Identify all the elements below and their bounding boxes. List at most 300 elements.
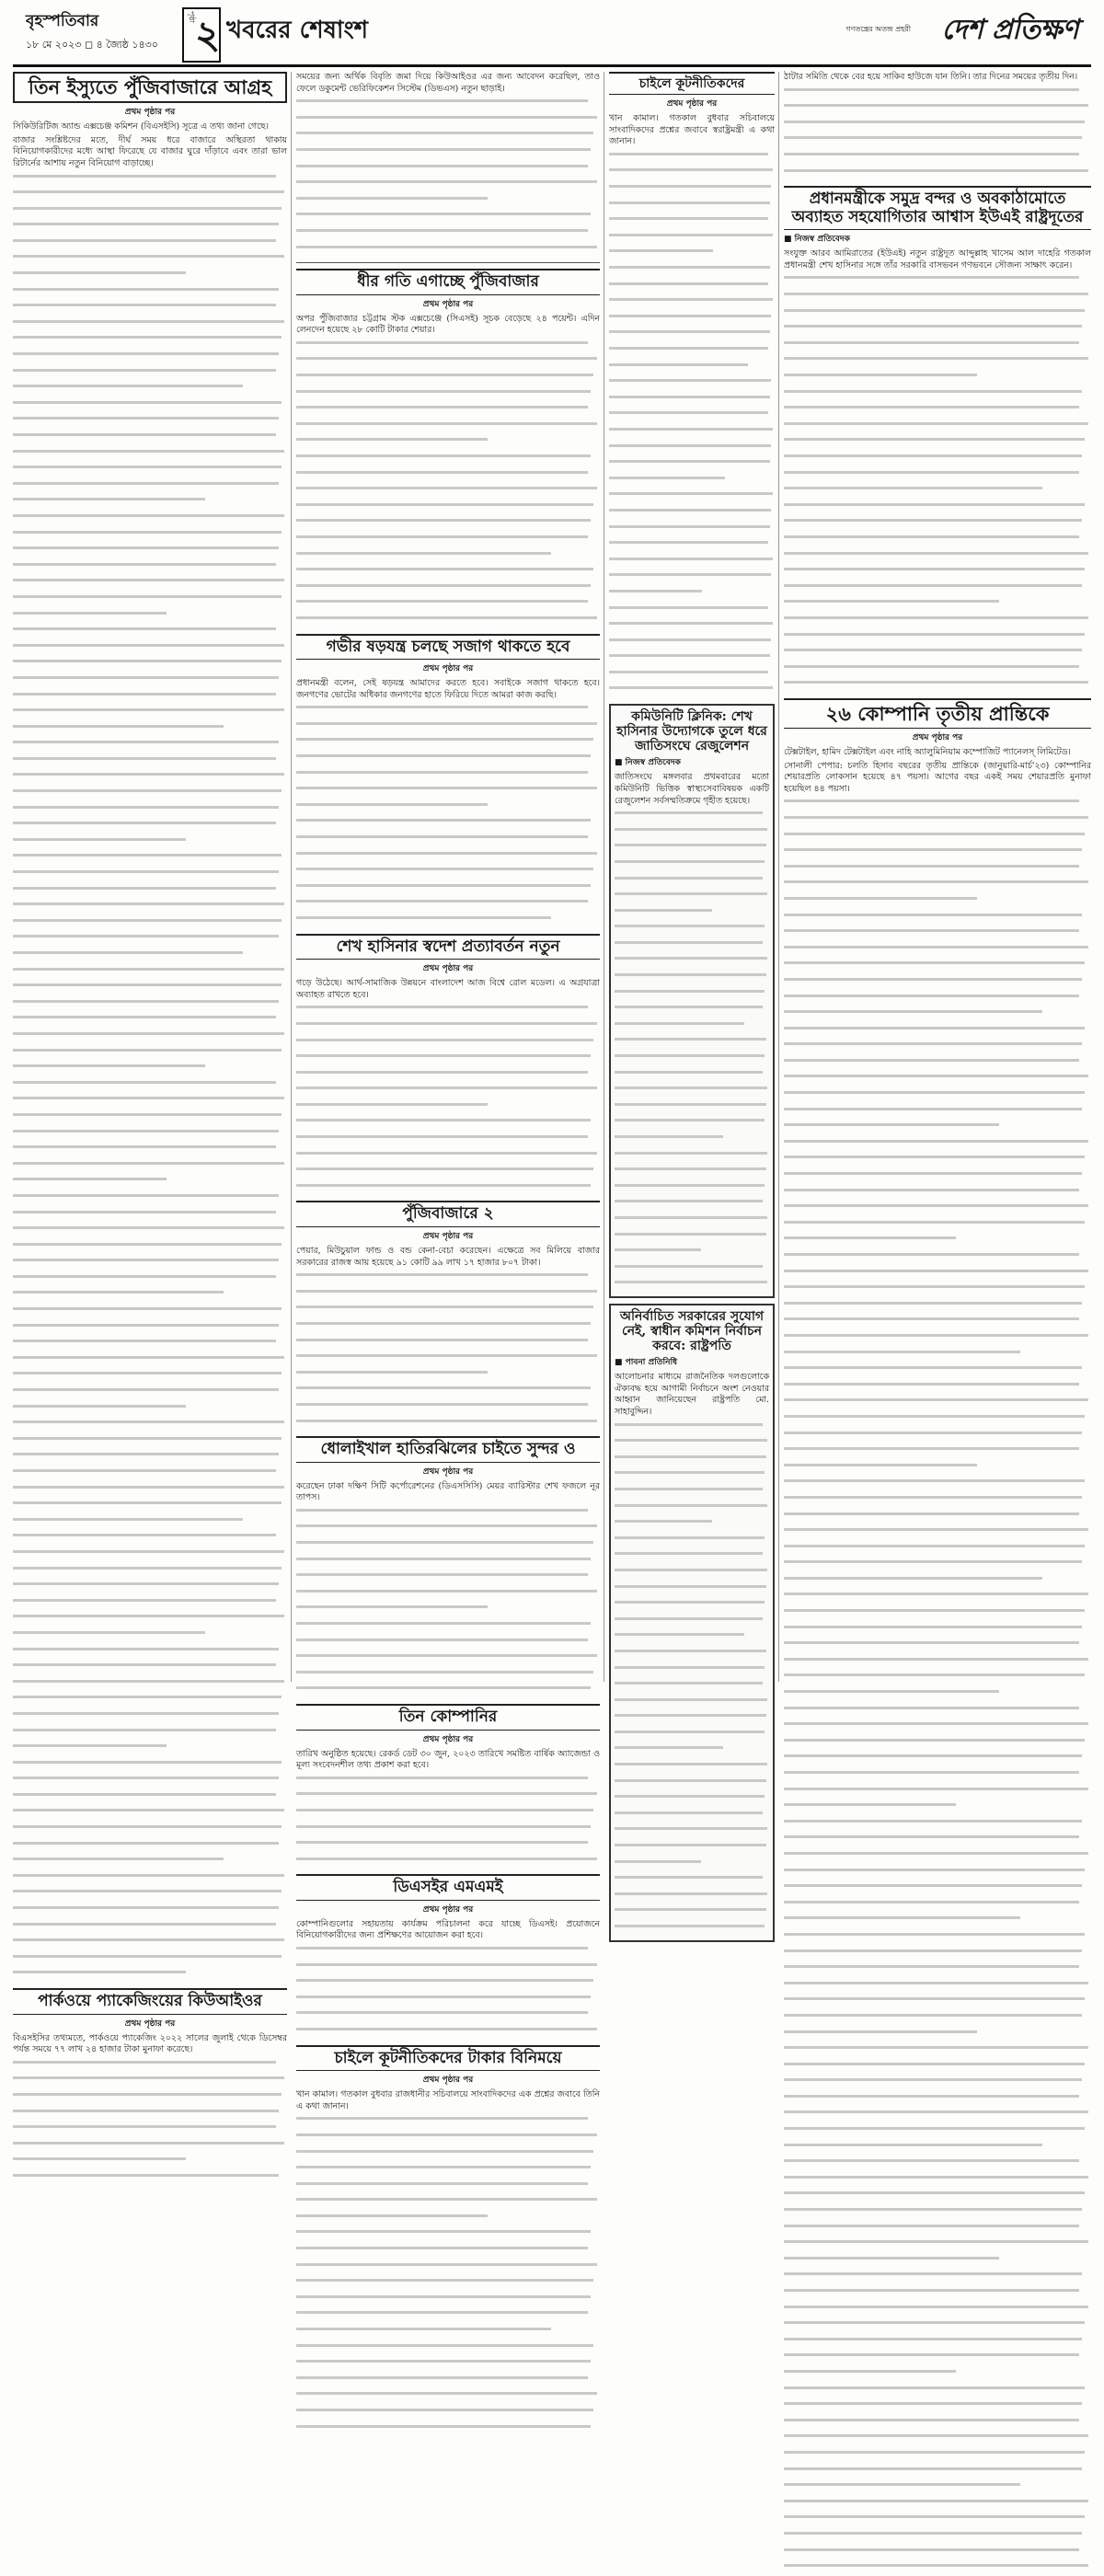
text-line	[784, 1835, 1091, 1847]
text-line	[615, 1439, 769, 1451]
text-line	[296, 132, 600, 144]
text-line	[296, 487, 600, 499]
text-line	[296, 2344, 600, 2356]
text-line	[13, 288, 287, 300]
text-line	[296, 374, 600, 385]
text-line	[296, 454, 600, 466]
text-line	[13, 951, 287, 963]
text-line	[784, 1285, 1091, 1297]
text-line	[13, 1582, 287, 1594]
article-paragraph: আলোচনার মাধ্যমে রাজনৈতিক দলগুলোকে ঐক্যবদ্ধ হয়ে আগামী নির্বাচনে অংশ নেওয়ার আহ্বান জানিয়েছেন রাষ্ট্রপতি মো. সাহাবুদ্দিন।	[615, 1372, 769, 1417]
text-line	[13, 1971, 287, 1983]
text-line	[615, 1666, 769, 1678]
text-line	[296, 738, 600, 750]
text-line	[615, 1925, 769, 1937]
text-line	[784, 390, 1091, 402]
text-line	[615, 811, 769, 823]
text-line	[296, 616, 600, 628]
text-line	[296, 1792, 600, 1804]
text-line	[296, 1963, 600, 1975]
text-line	[615, 844, 769, 856]
text-line	[784, 1172, 1091, 1184]
text-line	[784, 104, 1091, 116]
text-line	[784, 2434, 1091, 2446]
text-line	[13, 2093, 287, 2105]
text-line	[784, 1464, 1091, 1476]
text-line	[784, 2321, 1091, 2333]
text-line	[609, 541, 775, 553]
text-line	[784, 1739, 1091, 1751]
text-line	[609, 671, 775, 683]
text-line	[296, 1622, 600, 1634]
text-line	[784, 276, 1091, 288]
text-line	[615, 1423, 769, 1435]
article-body-lines	[615, 811, 769, 1293]
text-line	[615, 1152, 769, 1164]
text-line	[13, 627, 287, 639]
text-line	[13, 433, 287, 445]
text-line	[784, 1803, 1091, 1815]
text-line	[784, 2353, 1091, 2365]
text-line	[615, 941, 769, 953]
text-line	[784, 1788, 1091, 1800]
text-line	[784, 1658, 1091, 1670]
text-line	[13, 595, 287, 607]
headline: পুঁজিবাজারে ২	[296, 1201, 600, 1227]
article-body-lines	[296, 1509, 600, 1698]
text-line	[784, 2289, 1091, 2301]
text-line	[13, 725, 287, 737]
text-line	[296, 1541, 600, 1553]
text-line	[296, 2198, 600, 2210]
article-diplomats	[609, 72, 775, 698]
text-line	[13, 255, 287, 267]
continuation-note: প্রথম পৃষ্ঠার পর	[422, 299, 474, 309]
text-line	[13, 223, 287, 235]
text-line	[296, 2117, 600, 2129]
tagline: গণতন্ত্রের অতন্দ্র প্রহরী	[845, 25, 911, 33]
text-line	[13, 1226, 287, 1238]
text-line	[615, 1248, 769, 1260]
text-line	[13, 1486, 287, 1498]
text-line	[296, 1654, 600, 1666]
text-line	[615, 1585, 769, 1597]
text-line	[13, 1032, 287, 1044]
text-line	[784, 519, 1091, 531]
text-line	[296, 1403, 600, 1415]
article-body-lines	[296, 1777, 600, 1869]
article-paragraph: সংযুক্ত আরব আমিরাতের (ইউএই) নতুন রাষ্ট্রদূত আব্দুল্লাহ খাসেম আল দাহেরি গতকাল প্রধানমন্ত্রী শেখ হাসিনার সঙ্গে তাঁর সরকারি বাসভবন গণভবনে সৌজন্য সাক্ষাৎ করেন।	[784, 248, 1091, 270]
text-line	[609, 363, 775, 375]
article-president-election	[609, 1304, 775, 1942]
text-line	[784, 1415, 1091, 1427]
text-line	[13, 514, 287, 526]
text-line	[784, 1641, 1091, 1653]
text-line	[13, 1874, 287, 1886]
text-line	[296, 835, 600, 847]
text-line	[784, 2063, 1091, 2075]
text-line	[615, 1200, 769, 1212]
text-line	[784, 2095, 1091, 2107]
text-line	[784, 471, 1091, 483]
text-line	[296, 1995, 600, 2007]
text-line	[13, 1615, 287, 1627]
article-slow-market	[296, 269, 600, 627]
text-line	[784, 2030, 1091, 2042]
text-line	[784, 1707, 1091, 1719]
article-diplomats-money	[296, 2045, 600, 2437]
text-line	[296, 1524, 600, 1536]
text-line	[784, 341, 1091, 353]
text-line	[13, 2125, 287, 2137]
text-line	[13, 271, 287, 283]
article-paragraph: গড়ে উঠেছে। আর্থ-সামাজিক উন্নয়নে বাংলাদেশ আজ বিশ্বে রোল মডেল। এ অগ্রযাত্রা অব্যাহত রাখতে হবে।	[296, 978, 600, 1000]
article-sheikh-hasina-return	[296, 934, 600, 1196]
text-line	[609, 396, 775, 408]
text-line	[784, 2532, 1091, 2544]
column-2	[296, 72, 600, 2111]
text-line	[609, 315, 775, 327]
text-line	[609, 686, 775, 698]
text-line	[784, 799, 1091, 811]
text-line	[784, 1852, 1091, 1864]
text-line	[13, 579, 287, 591]
text-line	[784, 1302, 1091, 1314]
text-line	[784, 1577, 1091, 1589]
text-line	[784, 1236, 1091, 1248]
text-line	[784, 1884, 1091, 1896]
column-divider	[291, 72, 292, 1682]
text-line	[784, 1042, 1091, 1054]
text-line	[784, 1027, 1091, 1039]
text-line	[784, 2225, 1091, 2237]
article-body-lines	[296, 1273, 600, 1431]
text-line	[13, 1259, 287, 1271]
text-line	[296, 2279, 600, 2291]
text-line	[784, 1901, 1091, 1913]
text-line	[615, 1860, 769, 1872]
article-capital-market-2	[296, 1201, 600, 1431]
text-line	[615, 1006, 769, 1018]
text-line	[296, 357, 600, 369]
text-line	[784, 169, 1091, 181]
text-line	[13, 2061, 287, 2073]
text-line	[784, 1253, 1091, 1265]
text-line	[784, 1010, 1091, 1022]
text-line	[296, 390, 600, 402]
text-line	[784, 1933, 1091, 1945]
text-line	[296, 438, 600, 450]
text-line	[13, 676, 287, 688]
text-line	[784, 357, 1091, 369]
text-line	[296, 916, 600, 928]
article-paragraph: ঠাটার সমিতি থেকে বের হয়ে সাকিব হাউজে যান তিনি। তার দিনের সময়ের তৃতীয় দিন।	[784, 72, 1078, 82]
text-line	[784, 897, 1091, 909]
article-paragraph: সময়ের জন্য অর্থিক বিবৃতি জমা দিয়ে কিউআইওর এর জন্য আবেদন করেছিল, তাও ফেলে ডকুমেন্ট ভেরিফিকেশন সিস্টেম (ডিভএস) নতুন ছাড়াই।	[296, 72, 600, 94]
article-paragraph: প্রধানমন্ত্রী বলেন, সেই ষড়যন্ত্র আমাদের করতে হবে। সবাইকে সজাগ থাকতে হবে। জনগণের ভোটের অধিকার জনগণের হাতে ফিরিয়ে দিতে আমরা কাজ করছি।	[296, 678, 600, 700]
text-line	[296, 803, 600, 815]
text-line	[296, 2182, 600, 2194]
text-line	[615, 1795, 769, 1807]
continuation-note: প্রথম পৃষ্ঠার পর	[422, 1466, 474, 1477]
text-line	[13, 1275, 287, 1287]
text-line	[13, 1453, 287, 1465]
text-line	[784, 136, 1091, 148]
article-body-lines	[296, 1006, 600, 1195]
text-line	[296, 1354, 600, 1366]
text-line	[296, 406, 600, 418]
text-line	[784, 2176, 1091, 2188]
text-line	[784, 1626, 1091, 1638]
text-line	[13, 838, 287, 850]
article-body-lines	[784, 88, 1091, 181]
text-line	[296, 868, 600, 880]
text-line	[784, 1059, 1091, 1071]
text-line	[615, 1184, 769, 1196]
text-line	[296, 1290, 600, 1302]
headline: প্রধানমন্ত্রীকে সমুদ্র বন্দর ও অবকাঠামোতে অব্যাহত সহযোগিতার আশ্বাস ইউএই রাষ্ট্রদূতের	[784, 186, 1091, 230]
text-line	[13, 1663, 287, 1675]
text-line	[784, 535, 1091, 547]
text-line	[784, 2500, 1091, 2512]
text-line	[296, 471, 600, 483]
text-line	[296, 1809, 600, 1821]
article-three-companies	[296, 1704, 600, 1869]
text-line	[784, 2159, 1091, 2171]
text-line	[615, 1504, 769, 1516]
text-line	[609, 168, 775, 180]
article-body-lines	[13, 175, 287, 1984]
text-line	[296, 1135, 600, 1147]
text-line	[296, 1022, 600, 1034]
text-line	[615, 1536, 769, 1548]
text-line	[784, 946, 1091, 958]
text-line	[609, 266, 775, 278]
text-line	[296, 2263, 600, 2275]
text-line	[13, 1162, 287, 1174]
text-line	[615, 1455, 769, 1467]
article-body-lines	[296, 341, 600, 628]
text-line	[296, 2214, 600, 2226]
continuation-note: প্রথম পৃষ্ঠার পর	[422, 1904, 474, 1915]
text-line	[784, 406, 1091, 418]
text-line	[13, 1307, 287, 1319]
text-line	[13, 1761, 287, 1773]
text-line	[296, 771, 600, 783]
headline: তিন ইস্যুতে পুঁজিবাজারে আগ্রহ	[13, 72, 287, 103]
text-line	[609, 185, 775, 197]
text-line	[296, 900, 600, 912]
text-line	[615, 957, 769, 969]
text-line	[296, 1947, 600, 1959]
text-line	[296, 2230, 600, 2242]
text-line	[296, 2392, 600, 2404]
text-line	[13, 708, 287, 720]
text-line	[296, 519, 600, 531]
byline: ■ নিজস্ব প্রতিবেদক	[615, 758, 681, 768]
text-line	[13, 612, 287, 624]
text-line	[784, 1593, 1091, 1604]
text-line	[784, 2515, 1091, 2527]
text-line	[296, 1558, 600, 1570]
text-line	[296, 2328, 600, 2340]
text-line	[784, 1479, 1091, 1491]
text-line	[784, 1754, 1091, 1766]
text-line	[13, 336, 287, 348]
text-line	[296, 1573, 600, 1585]
headline: ধোলাইখাল হাতিরঝিলের চাইতে সুন্দর ও	[296, 1436, 600, 1463]
text-line	[296, 165, 600, 177]
text-line	[609, 153, 775, 165]
article-uae-ambassador	[784, 186, 1091, 693]
text-line	[296, 2360, 600, 2372]
text-line	[609, 654, 775, 666]
text-line	[784, 1432, 1091, 1443]
text-line	[296, 706, 600, 718]
text-line	[13, 1145, 287, 1157]
headline: ধীর গতি এগাচ্ছে পুঁজিবাজার	[296, 269, 600, 295]
text-line	[784, 616, 1091, 628]
text-line	[615, 1601, 769, 1613]
text-line	[609, 525, 775, 537]
text-line	[13, 1081, 287, 1093]
text-line	[13, 1550, 287, 1562]
text-line	[13, 207, 287, 219]
text-line	[13, 1938, 287, 1950]
text-line	[296, 213, 600, 224]
article-body-lines	[296, 99, 600, 257]
text-line	[296, 1841, 600, 1853]
text-line	[784, 454, 1091, 466]
text-line	[296, 2247, 600, 2259]
text-line	[784, 121, 1091, 132]
column-1	[13, 72, 287, 2055]
headline: চাইলে কূটনীতিকদের	[609, 72, 775, 95]
text-line	[609, 638, 775, 650]
text-line	[615, 1103, 769, 1115]
text-line	[13, 1729, 287, 1741]
text-line	[784, 649, 1091, 661]
text-line	[13, 757, 287, 769]
text-line	[13, 983, 287, 995]
article-paragraph: পেয়ার, মিউচুয়াল ফান্ড ও বন্ড কেনা-বেচা করেছেন। এক্ষেত্রে সব মিলিয়ে বাজার সরকারের রাজস্ব আয় হয়েছে ৯১ কোটি ৯৯ লাখ ১৭ হাজার ৮০৭ টাকা।	[296, 1246, 600, 1268]
text-line	[13, 1340, 287, 1351]
text-line	[784, 914, 1091, 926]
headline: অনির্বাচিত সরকারের সুযোগ নেই, স্বাধীন কমিশন নির্বাচন করবে: রাষ্ট্রপতি	[619, 1308, 765, 1354]
text-line	[13, 1016, 287, 1028]
text-line	[13, 789, 287, 801]
text-line	[296, 852, 600, 864]
text-line	[13, 935, 287, 947]
article-body-lines	[296, 706, 600, 927]
text-line	[615, 1698, 769, 1710]
text-line	[13, 1793, 287, 1805]
text-line	[615, 925, 769, 937]
continuation-note: প্রথম পৃষ্ঠার পর	[124, 2018, 176, 2029]
text-line	[615, 973, 769, 985]
text-line	[296, 1305, 600, 1317]
text-line	[296, 1979, 600, 1991]
text-line	[784, 600, 1091, 612]
text-line	[784, 1869, 1091, 1880]
text-line	[13, 2110, 287, 2122]
text-line	[784, 2272, 1091, 2284]
text-line	[784, 961, 1091, 973]
section-title: খবরের শেষাংশ	[226, 17, 369, 44]
text-line	[784, 552, 1091, 564]
text-line	[13, 2076, 287, 2088]
article-conspiracy	[296, 634, 600, 928]
text-line	[615, 1617, 769, 1629]
text-line	[296, 2166, 600, 2178]
headline: শেখ হাসিনার স্বদেশ প্রত্যাবর্তন নতুন	[296, 934, 600, 960]
text-line	[296, 2295, 600, 2307]
text-line	[13, 773, 287, 785]
text-line	[13, 2157, 287, 2169]
text-line	[784, 584, 1091, 596]
article-body-lines	[296, 2117, 600, 2436]
text-line	[13, 1680, 287, 1692]
text-line	[13, 2174, 287, 2186]
text-line	[615, 1811, 769, 1823]
text-line	[615, 892, 769, 904]
text-line	[13, 1211, 287, 1223]
text-line	[784, 1609, 1091, 1621]
text-line	[296, 1777, 600, 1788]
text-line	[609, 217, 775, 229]
text-line	[609, 573, 775, 585]
text-line	[615, 877, 769, 889]
text-line	[13, 1178, 287, 1190]
text-line	[784, 1075, 1091, 1087]
text-line	[296, 1671, 600, 1683]
text-line	[13, 1097, 287, 1109]
text-line	[296, 787, 600, 799]
text-line	[784, 568, 1091, 580]
text-line	[13, 1291, 287, 1303]
headline: গভীর ষড়যন্ত্র চলছে সজাগ থাকতে হবে	[296, 634, 600, 661]
text-line	[609, 411, 775, 423]
text-line	[13, 1324, 287, 1336]
text-line	[296, 568, 600, 580]
text-line	[609, 460, 775, 472]
text-line	[13, 1420, 287, 1432]
byline: ■ নিজস্ব প্রতিবেদক	[784, 235, 850, 245]
article-body-lines	[13, 2061, 287, 2186]
text-line	[784, 1820, 1091, 1832]
text-line	[609, 347, 775, 359]
text-line	[296, 2311, 600, 2323]
headline: ডিএসইর এমএমই	[296, 1874, 600, 1901]
text-line	[784, 1690, 1091, 1702]
text-line	[615, 1471, 769, 1483]
text-line	[615, 1135, 769, 1147]
text-line	[784, 2144, 1091, 2156]
text-line	[13, 919, 287, 931]
text-line	[615, 1119, 769, 1131]
text-line	[784, 1982, 1091, 1994]
text-line	[615, 1022, 769, 1034]
text-line	[13, 644, 287, 656]
text-line	[13, 2142, 287, 2154]
issue-date: ১৮ মে ২০২৩ ◻ ৪ জ্যৈষ্ঠ ১৪৩০	[26, 39, 158, 51]
text-line	[784, 1545, 1091, 1557]
text-line	[13, 1356, 287, 1368]
text-line	[13, 450, 287, 462]
continuation-note: প্রথম পৃষ্ঠার পর	[422, 964, 474, 974]
text-line	[784, 438, 1091, 450]
text-line	[13, 903, 287, 914]
